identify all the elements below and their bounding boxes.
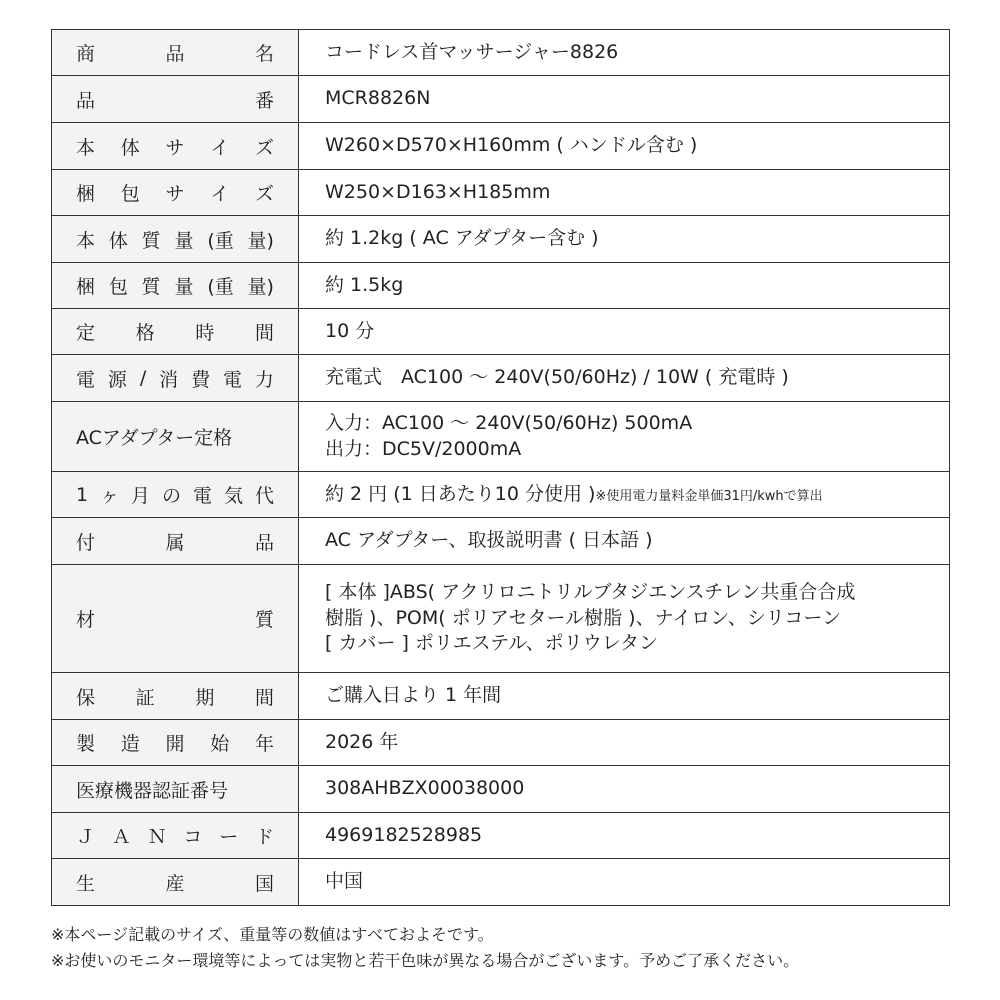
spec-label-char: 体 <box>120 136 140 159</box>
spec-value-text: 出力：DC5V/2000mA <box>325 437 522 460</box>
spec-row <box>52 766 950 813</box>
spec-value-line <box>325 683 939 709</box>
spec-label-char: Ｎ <box>147 826 167 848</box>
spec-label-cell <box>52 518 299 565</box>
spec-label-char: 質 <box>254 609 274 631</box>
spec-value-cell <box>299 123 950 170</box>
spec-label-char: 材 <box>76 609 96 631</box>
spec-label <box>52 272 298 299</box>
spec-row <box>52 472 950 518</box>
spec-label-char: 源 <box>107 368 127 391</box>
spec-label <box>52 318 298 345</box>
spec-label-char: 産 <box>165 872 185 895</box>
spec-value-note: ※使用電力量料金単価31円/kwhで算出 <box>595 488 823 504</box>
spec-label-char: (重 <box>207 229 234 252</box>
spec-value-text: 約 2 円 (1 日あたり10 分使用 ) <box>325 482 596 505</box>
spec-label-cell <box>52 673 299 720</box>
spec-value-text: 4969182528985 <box>325 823 483 846</box>
spec-row <box>52 76 950 123</box>
spec-label-char: 属 <box>165 531 185 554</box>
spec-value-cell <box>299 76 950 123</box>
spec-row <box>52 813 950 859</box>
spec-label-char: 医療機器認証番号 <box>76 779 229 802</box>
spec-value-cell <box>299 518 950 565</box>
spec-label-char: 気 <box>224 485 244 507</box>
spec-label-cell <box>52 263 299 309</box>
spec-value-cell <box>299 766 950 813</box>
spec-label-cell <box>52 355 299 402</box>
spec-label-char: 年 <box>254 733 274 755</box>
spec-label-char: 量) <box>247 229 274 252</box>
spec-label-char: 時 <box>195 322 215 344</box>
spec-value-text: コードレス首マッサージャー8826 <box>325 40 619 63</box>
spec-label <box>52 39 298 66</box>
spec-value-cell <box>299 263 950 309</box>
spec-value-line <box>325 631 939 657</box>
spec-value-cell <box>299 673 950 720</box>
spec-value-cell <box>299 30 950 76</box>
spec-label <box>52 86 298 113</box>
spec-label-char: 量 <box>174 229 194 252</box>
spec-label-char: 名 <box>254 43 274 65</box>
spec-label-char: 保 <box>76 686 96 709</box>
spec-label <box>52 683 298 710</box>
spec-label <box>52 528 298 555</box>
spec-row <box>52 216 950 263</box>
spec-row <box>52 859 950 906</box>
spec-label-char: サ <box>165 136 185 159</box>
spec-value-text: 樹脂 )、POM( ポリアセタール樹脂 )、ナイロン、シリコーン <box>325 606 841 629</box>
spec-row <box>52 263 950 309</box>
spec-label-char: 証 <box>135 686 155 709</box>
spec-label-char: 定 <box>76 322 96 344</box>
spec-value-line <box>325 411 939 437</box>
spec-label-char: Ａ <box>111 826 131 848</box>
spec-label-char: ACアダプター定格 <box>76 427 233 449</box>
spec-label-char: ズ <box>254 183 274 205</box>
spec-label-char: 代 <box>254 485 274 507</box>
spec-label <box>52 729 298 756</box>
spec-label-char: 電 <box>223 368 243 391</box>
spec-value-cell <box>299 472 950 518</box>
spec-label-cell <box>52 813 299 859</box>
spec-label-char: 付 <box>76 531 96 554</box>
spec-value-text: 2026 年 <box>325 730 399 753</box>
spec-label <box>52 869 298 896</box>
footnote-1: ※本ページ記載のサイズ、重量等の数値はすべておよそです。 <box>51 925 494 944</box>
spec-value-text: W260×D570×H160mm ( ハンドル含む ) <box>325 134 698 157</box>
spec-label <box>52 133 298 160</box>
spec-label-char: 開 <box>165 733 185 755</box>
spec-label-char: イ <box>210 183 230 205</box>
spec-label-char: ヶ <box>100 485 120 507</box>
spec-label-char: 1 <box>76 483 89 506</box>
spec-row <box>52 518 950 565</box>
spec-value-line <box>325 823 939 849</box>
spec-value-line <box>325 730 939 756</box>
spec-label <box>52 776 298 803</box>
spec-label <box>52 365 298 392</box>
spec-label-char: Ｊ <box>76 826 96 848</box>
spec-value-cell <box>299 720 950 766</box>
spec-label-cell <box>52 30 299 76</box>
spec-label-char: 包 <box>108 276 128 298</box>
spec-row <box>52 123 950 170</box>
spec-label-char: 国 <box>254 872 274 895</box>
spec-row <box>52 402 950 472</box>
spec-label-char: 梱 <box>76 183 96 205</box>
spec-row <box>52 30 950 76</box>
spec-value-text: 約 1.5kg <box>325 273 404 296</box>
spec-value-text: [ 本体 ]ABS( アクリロニトリルブタジエンスチレン共重合合成 <box>325 581 856 604</box>
spec-value-text: 約 1.2kg ( AC アダプター含む ) <box>325 227 599 250</box>
spec-value-cell <box>299 402 950 472</box>
spec-label-char: 製 <box>76 733 96 755</box>
spec-label-char: 期 <box>195 686 215 709</box>
spec-label <box>52 179 298 206</box>
spec-label-char: サ <box>165 183 185 205</box>
spec-label-char: 番 <box>254 89 274 112</box>
spec-label-cell <box>52 859 299 906</box>
spec-label <box>52 226 298 253</box>
spec-value-line <box>325 580 939 606</box>
spec-value-text: [ カバー ] ポリエステル、ポリウレタン <box>325 632 658 655</box>
spec-value-line <box>325 482 939 508</box>
spec-label-cell <box>52 402 299 472</box>
spec-value-cell <box>299 170 950 216</box>
spec-row <box>52 565 950 673</box>
spec-value-text: W250×D163×H185mm <box>325 180 551 203</box>
spec-value-cell <box>299 216 950 263</box>
spec-label-char: 本 <box>76 229 96 252</box>
spec-value-line <box>325 319 939 345</box>
spec-label <box>52 481 298 508</box>
spec-label-char: 間 <box>254 322 274 344</box>
spec-value-text: 308AHBZX00038000 <box>325 777 525 800</box>
spec-label-cell <box>52 76 299 123</box>
spec-label-char: 電 <box>76 368 96 391</box>
spec-label-char: コ <box>183 826 203 848</box>
spec-label-char: 梱 <box>76 276 96 298</box>
spec-value-cell <box>299 309 950 355</box>
spec-value-text: 10 分 <box>325 319 375 342</box>
spec-label-char: 電 <box>193 485 213 507</box>
spec-value-line <box>325 226 939 252</box>
spec-row <box>52 170 950 216</box>
spec-label-char: 質 <box>141 276 161 298</box>
spec-label-char: 包 <box>120 183 140 205</box>
spec-label-char: 月 <box>131 485 151 507</box>
spec-value-line <box>325 273 939 299</box>
spec-label-char: 費 <box>191 368 211 391</box>
spec-label-char: イ <box>210 136 230 159</box>
spec-value-line <box>325 133 939 159</box>
spec-label-char: 造 <box>120 733 140 755</box>
spec-value-line <box>325 86 939 112</box>
spec-label-char: / <box>139 367 147 389</box>
spec-label-char: ズ <box>254 136 274 159</box>
spec-row <box>52 673 950 720</box>
spec-value-line <box>325 869 939 895</box>
spec-label <box>52 423 298 450</box>
spec-label <box>52 822 298 849</box>
spec-value-line <box>325 606 939 632</box>
spec-value-line <box>325 180 939 206</box>
spec-label-cell <box>52 170 299 216</box>
spec-label-cell <box>52 216 299 263</box>
spec-label-cell <box>52 766 299 813</box>
spec-label-char: 質 <box>141 229 161 252</box>
spec-value-text: 充電式 AC100 ～ 240V(50/60Hz) / 10W ( 充電時 ) <box>325 366 789 389</box>
spec-row <box>52 309 950 355</box>
spec-value-line <box>325 776 939 802</box>
spec-label-char: ー <box>219 826 239 848</box>
spec-value-text: AC アダプター、取扱説明書 ( 日本語 ) <box>325 529 653 552</box>
spec-value-text: MCR8826N <box>325 87 431 110</box>
footnote-2: ※お使いのモニター環境等によっては実物と若干色味が異なる場合がございます。予めご了承ください。 <box>51 951 800 970</box>
spec-label-char: 消 <box>159 368 179 391</box>
spec-value-line <box>325 365 939 391</box>
spec-label-cell <box>52 309 299 355</box>
spec-value-cell <box>299 859 950 906</box>
spec-label-char: 本 <box>76 136 96 159</box>
spec-label-cell <box>52 123 299 170</box>
spec-label-char: ド <box>254 826 274 848</box>
spec-table-body <box>52 30 950 906</box>
spec-label-char: 始 <box>210 733 230 755</box>
spec-label-char: (重 <box>207 276 234 298</box>
spec-value-text: ご購入日より 1 年間 <box>325 684 502 707</box>
spec-label-char: 量 <box>174 276 194 298</box>
footnotes <box>51 922 991 974</box>
spec-label-cell <box>52 565 299 673</box>
spec-label-char: 品 <box>165 43 185 65</box>
spec-label-char: 生 <box>76 872 96 895</box>
spec-row <box>52 720 950 766</box>
spec-label-char: の <box>162 485 182 507</box>
spec-value-text: 入力：AC100 ～ 240V(50/60Hz) 500mA <box>325 411 693 434</box>
spec-table <box>51 29 950 906</box>
spec-value-cell <box>299 813 950 859</box>
spec-row <box>52 355 950 402</box>
spec-label-cell <box>52 472 299 518</box>
spec-label-cell <box>52 720 299 766</box>
spec-value-cell <box>299 565 950 673</box>
spec-value-text: 中国 <box>325 870 364 893</box>
spec-value-line <box>325 437 939 463</box>
spec-label-char: 品 <box>76 89 96 112</box>
spec-label-char: 量) <box>247 276 274 298</box>
spec-value-cell <box>299 355 950 402</box>
spec-label-char: 品 <box>254 531 274 554</box>
spec-label-char: 格 <box>135 322 155 344</box>
spec-value-line <box>325 528 939 554</box>
spec-label-char: 体 <box>108 229 128 252</box>
spec-label <box>52 605 298 632</box>
spec-label-char: 力 <box>254 368 274 391</box>
spec-label-char: 間 <box>254 686 274 709</box>
spec-value-line <box>325 40 939 66</box>
spec-label-char: 商 <box>76 43 96 65</box>
